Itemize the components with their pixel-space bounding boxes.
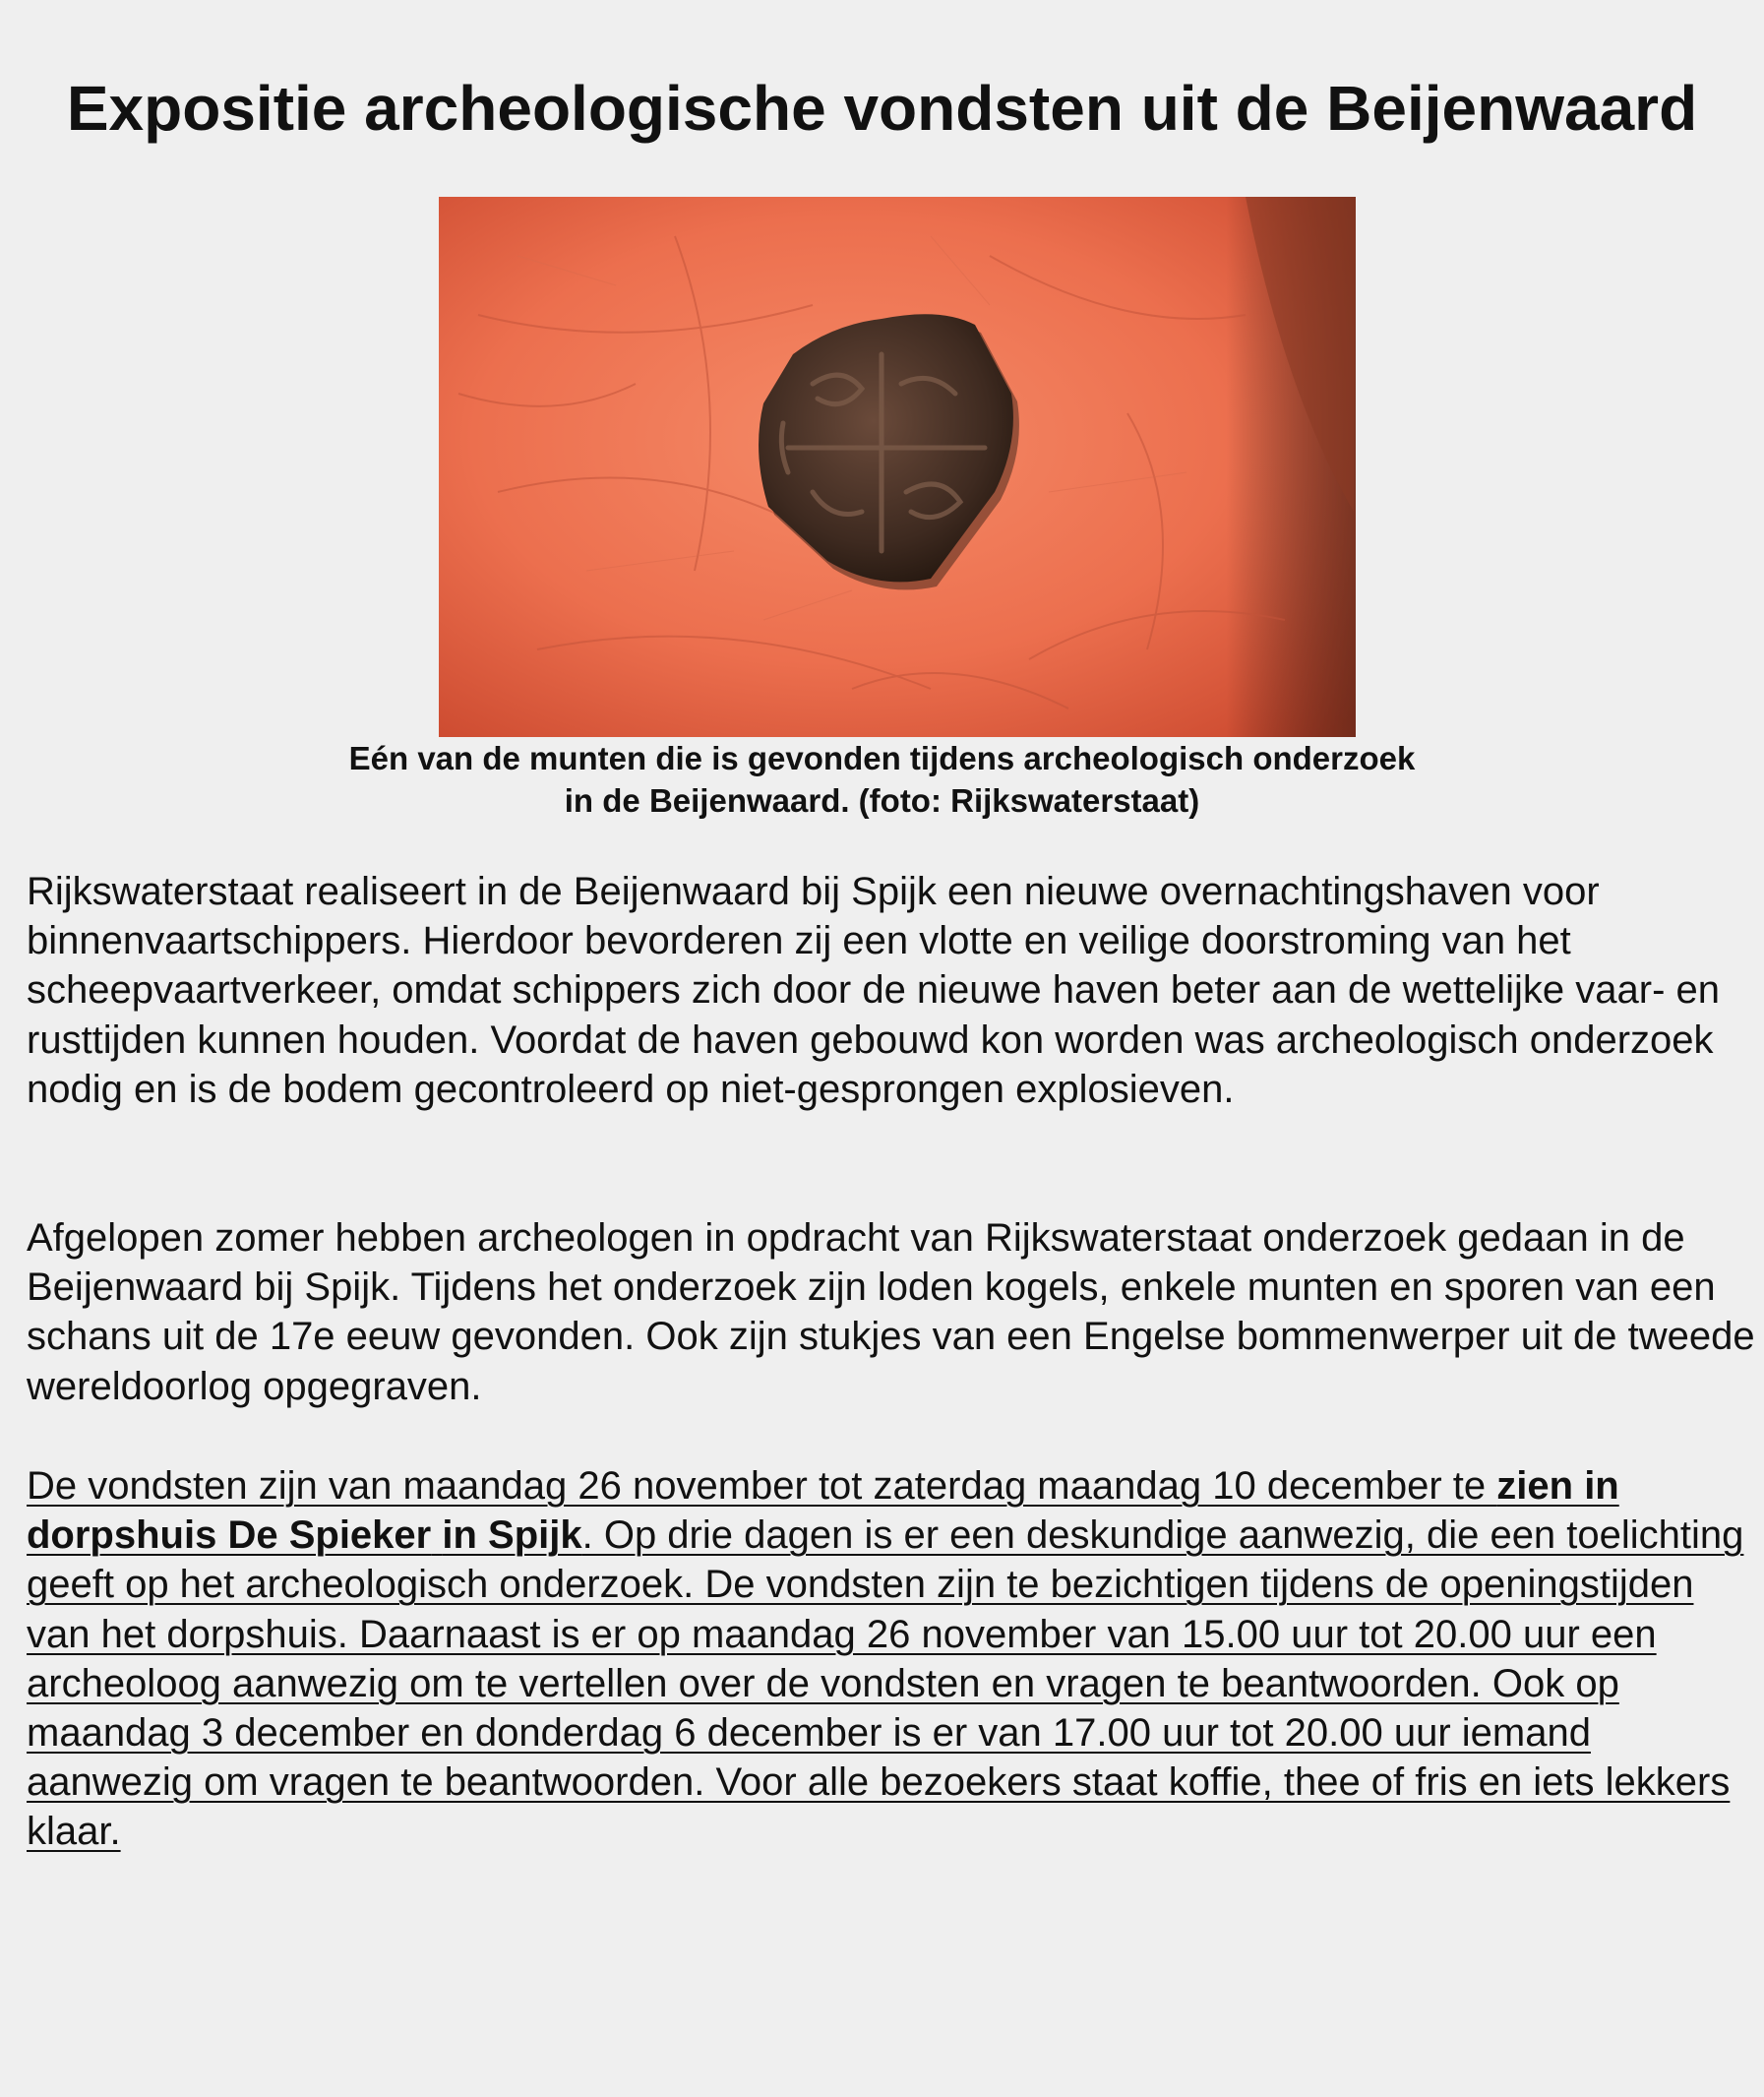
paragraph-exhibition — [27, 1461, 1764, 1857]
paragraph-intro: Rijkswaterstaat realiseert in de Beijenwaard bij Spijk een nieuwe overnachtingshaven voor binnenvaartschippers. Hierdoor bevorderen zij een vlotte en veilige doorstroming van het scheepvaartverkeer, omdat schippers zich door de nieuwe haven beter aan de wettelijke vaar- en rusttijden kunnen houden. Voordat de haven gebouwd kon worden was archeologisch onderzoek nodig en is de bodem gecontroleerd op niet-gesprongen explosieven. — [27, 870, 1720, 1111]
exhibition-text-1: De vondsten zijn van maandag 26 november tot zaterdag maandag 10 december te — [27, 1464, 1497, 1508]
coin-photo — [439, 197, 1356, 737]
exhibition-town: in Spijk — [442, 1513, 582, 1558]
page-title: Expositie archeologische vondsten uit de Beijenwaard — [66, 73, 1698, 144]
paragraph-findings: Afgelopen zomer hebben archeologen in opdracht van Rijkswaterstaat onderzoek gedaan in de Beijenwaard bij Spijk. Tijdens het onderzoek zijn loden kogels, enkele munten en sporen van een schans uit de 17e eeuw gevonden. Ook zijn stukjes van een Engelse bommenwerper uit de tweede wereldoorlog opgegraven. — [27, 1216, 1755, 1408]
exhibition-text-space — [431, 1513, 442, 1557]
exhibition-location: zien in dorpshuis De Spieker — [27, 1464, 1619, 1558]
photo-caption-line-1: Eén van de munten die is gevonden tijdens archeologisch onderzoek — [348, 740, 1416, 776]
exhibition-text-2: . Op drie dagen is er een deskundige aanwezig, die een toelichting geeft op het archeologisch onderzoek. De vondsten zijn te bezichtigen tijdens de openingstijden van het dorpshuis. Daarnaast is er op maandag 26 november van 15.00 uur tot 20.00 uur een archeoloog aanwezig om te vertellen over de vondsten en vragen te beantwoorden. Ook op maandag 3 december en donderdag 6 december is er van 17.00 uur tot 20.00 uur iemand aanwezig om vragen te beantwoorden. Voor alle bezoekers staat koffie, thee of fris en iets lekkers klaar. — [27, 1513, 1744, 1854]
photo-caption-line-2: in de Beijenwaard. (foto: Rijkswaterstaat) — [564, 782, 1200, 819]
photo-caption — [0, 737, 1764, 822]
